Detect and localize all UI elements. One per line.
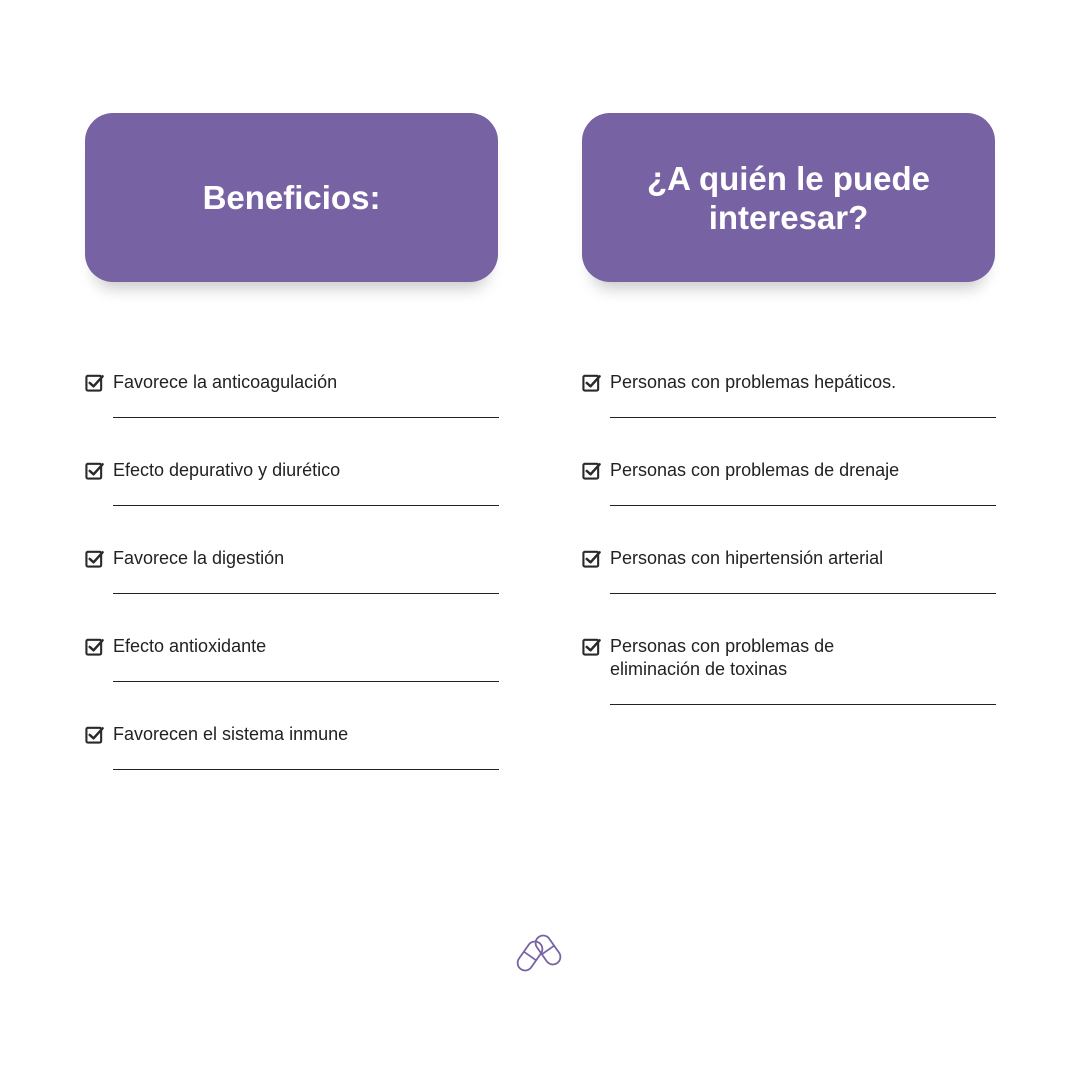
divider-line [113, 769, 499, 770]
divider-line [610, 593, 996, 594]
divider-line [610, 417, 996, 418]
benefit-text: Favorecen el sistema inmune [113, 724, 349, 744]
benefit-text: Efecto antioxidante [113, 636, 267, 656]
checkbox-checked-icon [85, 637, 104, 656]
audience-item [582, 546, 996, 594]
divider-line [113, 505, 499, 506]
checkbox-checked-icon [582, 373, 601, 392]
divider-line [113, 417, 499, 418]
capsule-logo-icon [515, 932, 565, 974]
checkbox-checked-icon [582, 637, 601, 656]
divider-line [113, 681, 499, 682]
audience-title: ¿A quién le puede interesar? [647, 159, 930, 236]
checkbox-checked-icon [582, 461, 601, 480]
benefit-item [85, 458, 499, 506]
benefit-text: Favorece la anticoagulación [113, 372, 338, 392]
benefit-text: Efecto depurativo y diurético [113, 460, 341, 480]
benefit-item [85, 370, 499, 418]
audience-text: Personas con problemas hepáticos. [610, 372, 897, 392]
divider-line [610, 505, 996, 506]
audience-list [582, 370, 996, 745]
divider-line [610, 704, 996, 705]
benefit-item [85, 634, 499, 682]
checkbox-checked-icon [85, 461, 104, 480]
benefit-item [85, 722, 499, 770]
benefits-title: Beneficios: [202, 179, 381, 216]
audience-header-card [582, 113, 995, 282]
checkbox-checked-icon [85, 725, 104, 744]
audience-text: Personas con problemas de drenaje [610, 460, 900, 480]
divider-line [113, 593, 499, 594]
benefits-list [85, 370, 499, 810]
audience-text: Personas con problemas de eliminación de toxinas [610, 636, 835, 679]
checkbox-checked-icon [85, 373, 104, 392]
audience-item [582, 634, 996, 705]
checkbox-checked-icon [85, 549, 104, 568]
audience-text: Personas con hipertensión arterial [610, 548, 884, 568]
benefit-text: Favorece la digestión [113, 548, 285, 568]
benefits-header-card [85, 113, 498, 282]
audience-item [582, 370, 996, 418]
checkbox-checked-icon [582, 549, 601, 568]
audience-item [582, 458, 996, 506]
benefit-item [85, 546, 499, 594]
